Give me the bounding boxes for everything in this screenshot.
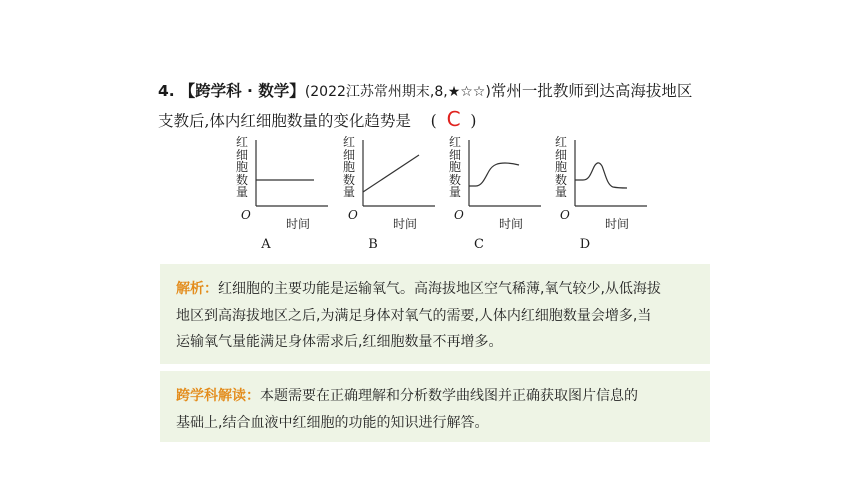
origin-label: O (560, 208, 570, 222)
origin-label: O (241, 208, 251, 222)
x-axis-label: 时间 (605, 217, 630, 231)
origin-label: O (454, 208, 464, 222)
answer-letter: C (446, 107, 461, 131)
y-axis-label: 红 细 胞 数 量 (343, 135, 356, 199)
interpretation-line-2: 基础上,结合血液中红细胞的功能的知识进行解答。 (176, 414, 489, 431)
option-label-c: C (474, 237, 484, 252)
analysis-panel (160, 264, 710, 364)
interpretation-text (176, 383, 701, 436)
subject-tag: 【跨学科 · 数学】 (179, 82, 305, 100)
option-label-b: B (368, 237, 378, 252)
interpretation-panel (160, 371, 710, 442)
analysis-heading: 解析： (176, 281, 218, 297)
interpretation-heading: 跨学科解读： (176, 388, 260, 404)
graph-d (555, 136, 651, 252)
paren-open: ( (430, 112, 437, 130)
origin-label: O (348, 208, 358, 222)
question-stem-2: 支教后,体内红细胞数量的变化趋势是 (158, 112, 411, 130)
y-axis-label: 红 细 胞 数 量 (449, 135, 462, 199)
option-label-d: D (579, 237, 591, 252)
analysis-line-3: 运输氧气量能满足身体需求后,红细胞数量不再增多。 (176, 334, 503, 350)
option-label-a: A (261, 237, 271, 252)
x-axis-label: 时间 (393, 217, 418, 231)
question-line-2 (158, 109, 476, 131)
graph-a (236, 136, 332, 252)
curve-c (469, 163, 519, 186)
x-axis-label: 时间 (286, 217, 311, 231)
graph-c (449, 136, 545, 252)
x-axis-label: 时间 (499, 217, 524, 231)
analysis-line-2: 地区到高海拔地区之后,为满足身体对氧气的需要,人体内红细胞数量会增多,当 (176, 307, 652, 324)
question-source: (2022江苏常州期末,8,★☆☆) (304, 84, 491, 100)
question-number: 4. (158, 82, 175, 100)
y-axis-label: 红 细 胞 数 量 (236, 135, 249, 199)
analysis-text (176, 276, 701, 356)
y-axis-label: 红 细 胞 数 量 (555, 135, 568, 199)
question-line-1 (158, 81, 692, 102)
question-stem-1: 常州一批教师到达高海拔地区 (490, 82, 693, 100)
analysis-line-1: 红细胞的主要功能是运输氧气。高海拔地区空气稀薄,氧气较少,从低海拔 (218, 281, 661, 297)
graph-b (343, 136, 439, 252)
interpretation-line-1: 本题需要在正确理解和分析数学曲线图并正确获取图片信息的 (260, 388, 638, 404)
curve-b (363, 155, 419, 192)
paren-close: ) (470, 112, 477, 130)
curve-d (575, 163, 627, 188)
